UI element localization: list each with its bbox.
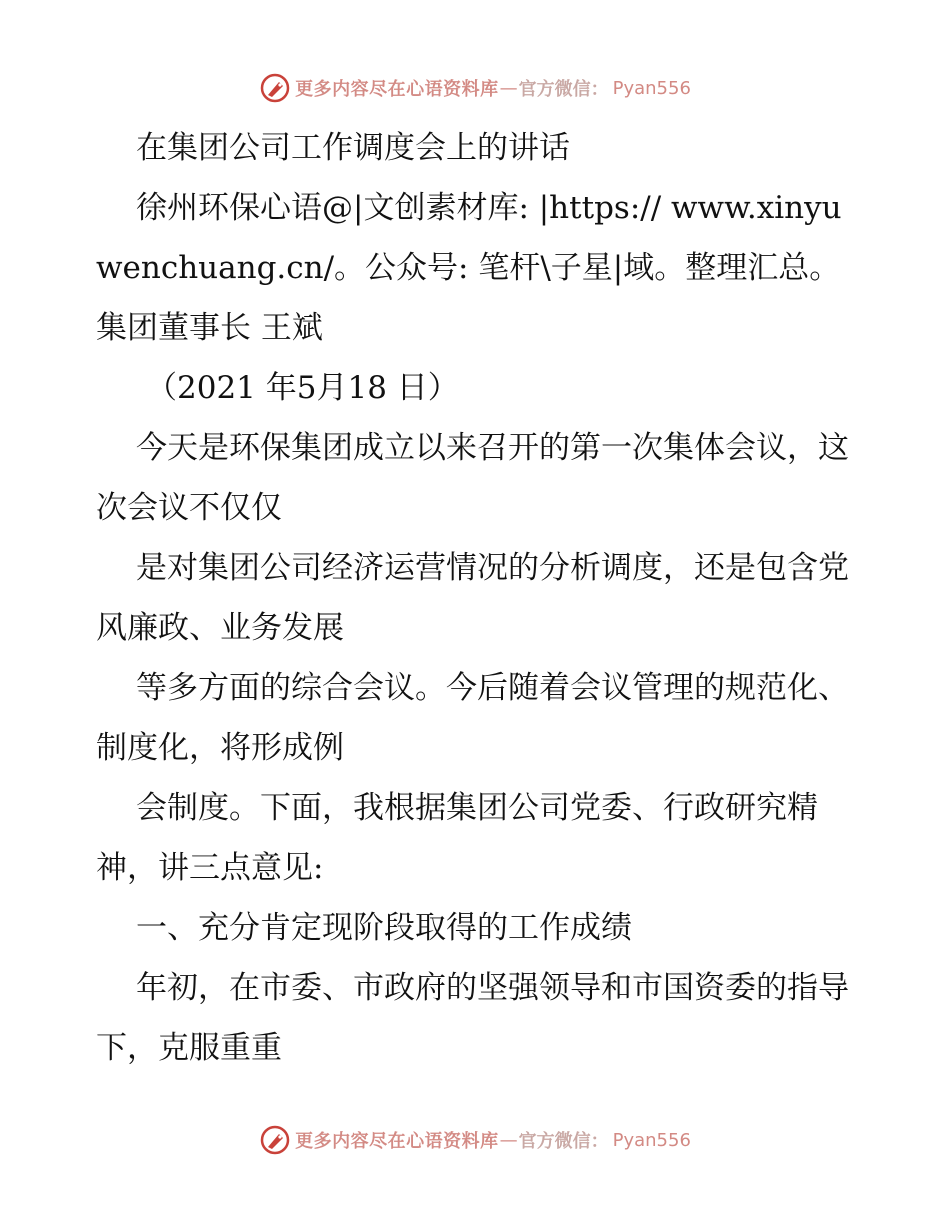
footer-watermark (0, 1124, 950, 1156)
section-heading: 一、充分肯定现阶段取得的工作成绩 (136, 910, 632, 946)
paragraph: 会制度。下面，我根据集团公司党委、行政研究精神，讲三点意见: (96, 790, 818, 886)
paragraph: 是对集团公司经济运营情况的分析调度，还是包含党风廉政、业务发展 (96, 550, 849, 646)
document-date: （2021 年5月18 日） (146, 370, 459, 406)
watermark-text: 更多内容尽在心语资料库 (295, 1131, 499, 1152)
header-watermark (0, 72, 950, 104)
watermark-text: 更多内容尽在心语资料库 (295, 79, 499, 100)
document-body (96, 118, 856, 1078)
pen-nib-logo-icon (259, 72, 291, 104)
pen-nib-logo-icon (259, 1124, 291, 1156)
paragraph: 年初，在市委、市政府的坚强领导和市国资委的指导下，克服重重 (96, 970, 849, 1066)
watermark-dash: — (499, 77, 518, 99)
paragraph: 等多方面的综合会议。今后随着会议管理的规范化、制度化，将形成例 (96, 670, 849, 766)
watermark-wechat-label: 官方微信： (518, 79, 609, 100)
watermark-wechat-id: Pyan556 (612, 77, 691, 99)
watermark-dash: — (499, 1129, 518, 1151)
watermark-wechat-id: Pyan556 (612, 1129, 691, 1151)
paragraph: 今天是环保集团成立以来召开的第一次集体会议，这次会议不仅仅 (96, 430, 849, 526)
watermark-wechat-label: 官方微信： (518, 1131, 609, 1152)
document-title: 在集团公司工作调度会上的讲话 (136, 130, 570, 166)
document-byline: 徐州环保心语@|文创素材库: |https:// www.xinyuwenchuang.cn/。公众号: 笔杆\子星|域。整理汇总。集团董事长 王斌 (96, 190, 842, 346)
